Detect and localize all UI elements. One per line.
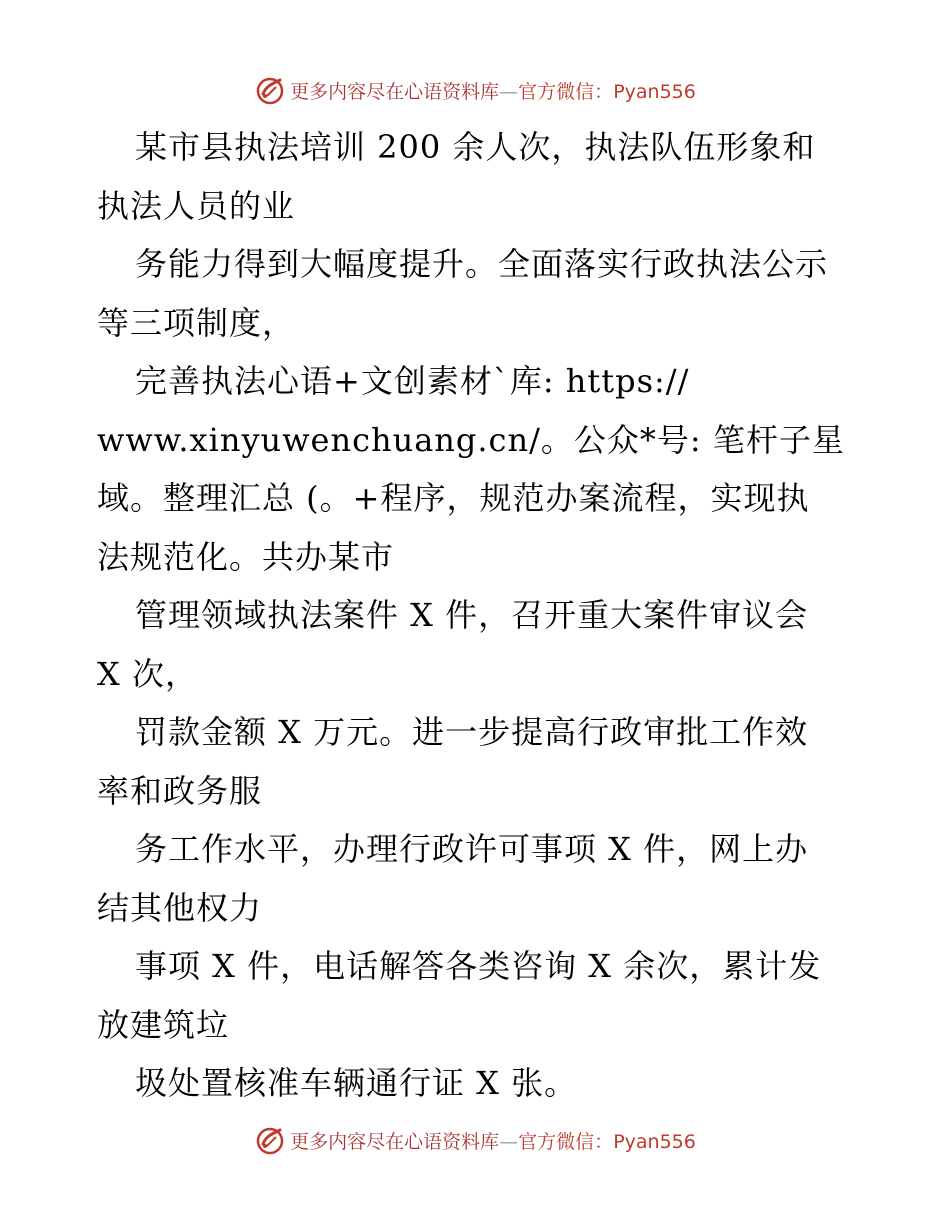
xinyu-logo-icon [254, 74, 286, 106]
text-line: 放建筑垃 [97, 1005, 230, 1044]
banner-text: 更多内容尽在心语资料库—官方微信：Pyan556 [290, 80, 696, 103]
text-line: 务能力得到大幅度提升。全面落实行政执法公示 [135, 245, 829, 283]
text-line: 某市县执法培训 200 余人次，执法队伍形象和 [135, 128, 816, 166]
text-line: X 次， [97, 654, 198, 693]
header-banner [0, 70, 950, 110]
text-line: 罚款金额 X 万元。进一步提高行政审批工作效 [135, 713, 809, 751]
footer-banner [0, 1120, 950, 1160]
document-body [97, 118, 857, 1113]
text-line: 域。整理汇总 (。+程序，规范办案流程，实现执 [97, 479, 810, 517]
text-line: 等三项制度， [97, 303, 296, 342]
text-line: 完善执法心语+文创素材`库: https:// [135, 362, 690, 400]
xinyu-logo-icon [254, 1124, 286, 1156]
text-line: 结其他权力 [97, 888, 263, 927]
text-line: 圾处置核准车辆通行证 X 张。 [135, 1064, 578, 1102]
text-line: 务工作水平，办理行政许可事项 X 件，网上办 [135, 830, 809, 868]
banner-text: 更多内容尽在心语资料库—官方微信：Pyan556 [290, 1130, 696, 1153]
text-line: 事项 X 件，电话解答各类咨询 X 余次，累计发 [135, 947, 822, 985]
text-line: 管理领域执法案件 X 件，召开重大案件审议会 [135, 596, 809, 634]
text-line: www.xinyuwenchuang.cn/。公众*号: 笔杆子星 [97, 420, 845, 459]
text-line: 率和政务服 [97, 771, 263, 810]
text-line: 法规范化。共办某市 [97, 537, 395, 576]
text-line: 执法人员的业 [97, 186, 296, 225]
